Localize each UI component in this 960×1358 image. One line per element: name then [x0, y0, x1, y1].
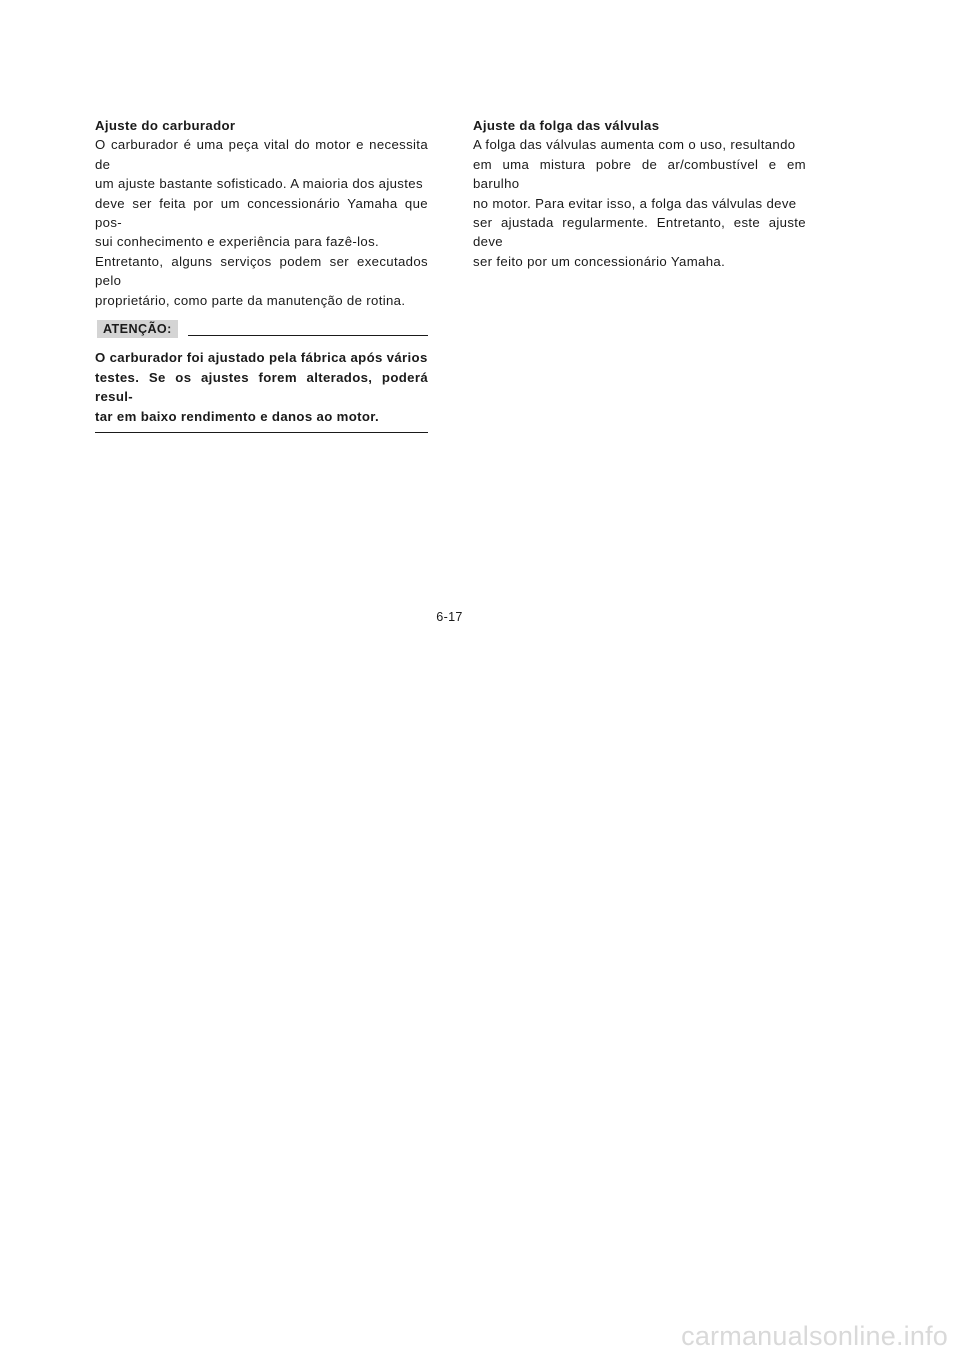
attention-label: ATENÇÃO: [97, 320, 178, 338]
attention-line-1: O carburador foi ajustado pela fábrica após vários [95, 350, 428, 366]
attention-line-3: tar em baixo rendimento e danos ao motor. [95, 408, 380, 424]
watermark: carmanualsonline.info [681, 1321, 948, 1351]
valve-line-4: ser ajustada regularmente. Entretanto, este ajuste deve [473, 215, 806, 250]
carburetor-line-2: um ajuste bastante sofisticado. A maioria dos ajustes [95, 176, 423, 192]
valve-line-5: ser feito por um concessionário Yamaha. [473, 253, 726, 269]
carburetor-line-3: deve ser feita por um concessionário Yamaha que pos- [95, 195, 428, 231]
valve-line-2: em uma mistura pobre de ar/combustível e em barulho [473, 156, 806, 192]
attention-bottom-rule [95, 432, 428, 433]
attention-notice-body [95, 348, 428, 426]
valve-line-3: no motor. Para evitar isso, a folga das válvulas deve [473, 195, 797, 211]
attention-notice-header [95, 319, 428, 339]
left-column [95, 116, 428, 433]
section-heading-carburetor: Ajuste do carburador [95, 118, 236, 133]
valve-line-1: A folga das válvulas aumenta com o uso, resultando [473, 137, 796, 153]
carburetor-line-4: sui conhecimento e experiência para fazê-los. [95, 234, 380, 250]
carburetor-line-5: Entretanto, alguns serviços podem ser executados pelo [95, 253, 428, 289]
carburetor-line-6: proprietário, como parte da manutenção de rotina. [95, 292, 406, 308]
page-number: 6-17 [436, 610, 463, 624]
section-heading-valve-clearance: Ajuste da folga das válvulas [473, 118, 660, 133]
attention-top-rule [188, 335, 428, 336]
attention-line-2: testes. Se os ajustes forem alterados, poderá resul- [95, 369, 428, 405]
carburetor-line-1: O carburador é uma peça vital do motor e necessita de [95, 137, 428, 172]
right-column [473, 116, 806, 271]
